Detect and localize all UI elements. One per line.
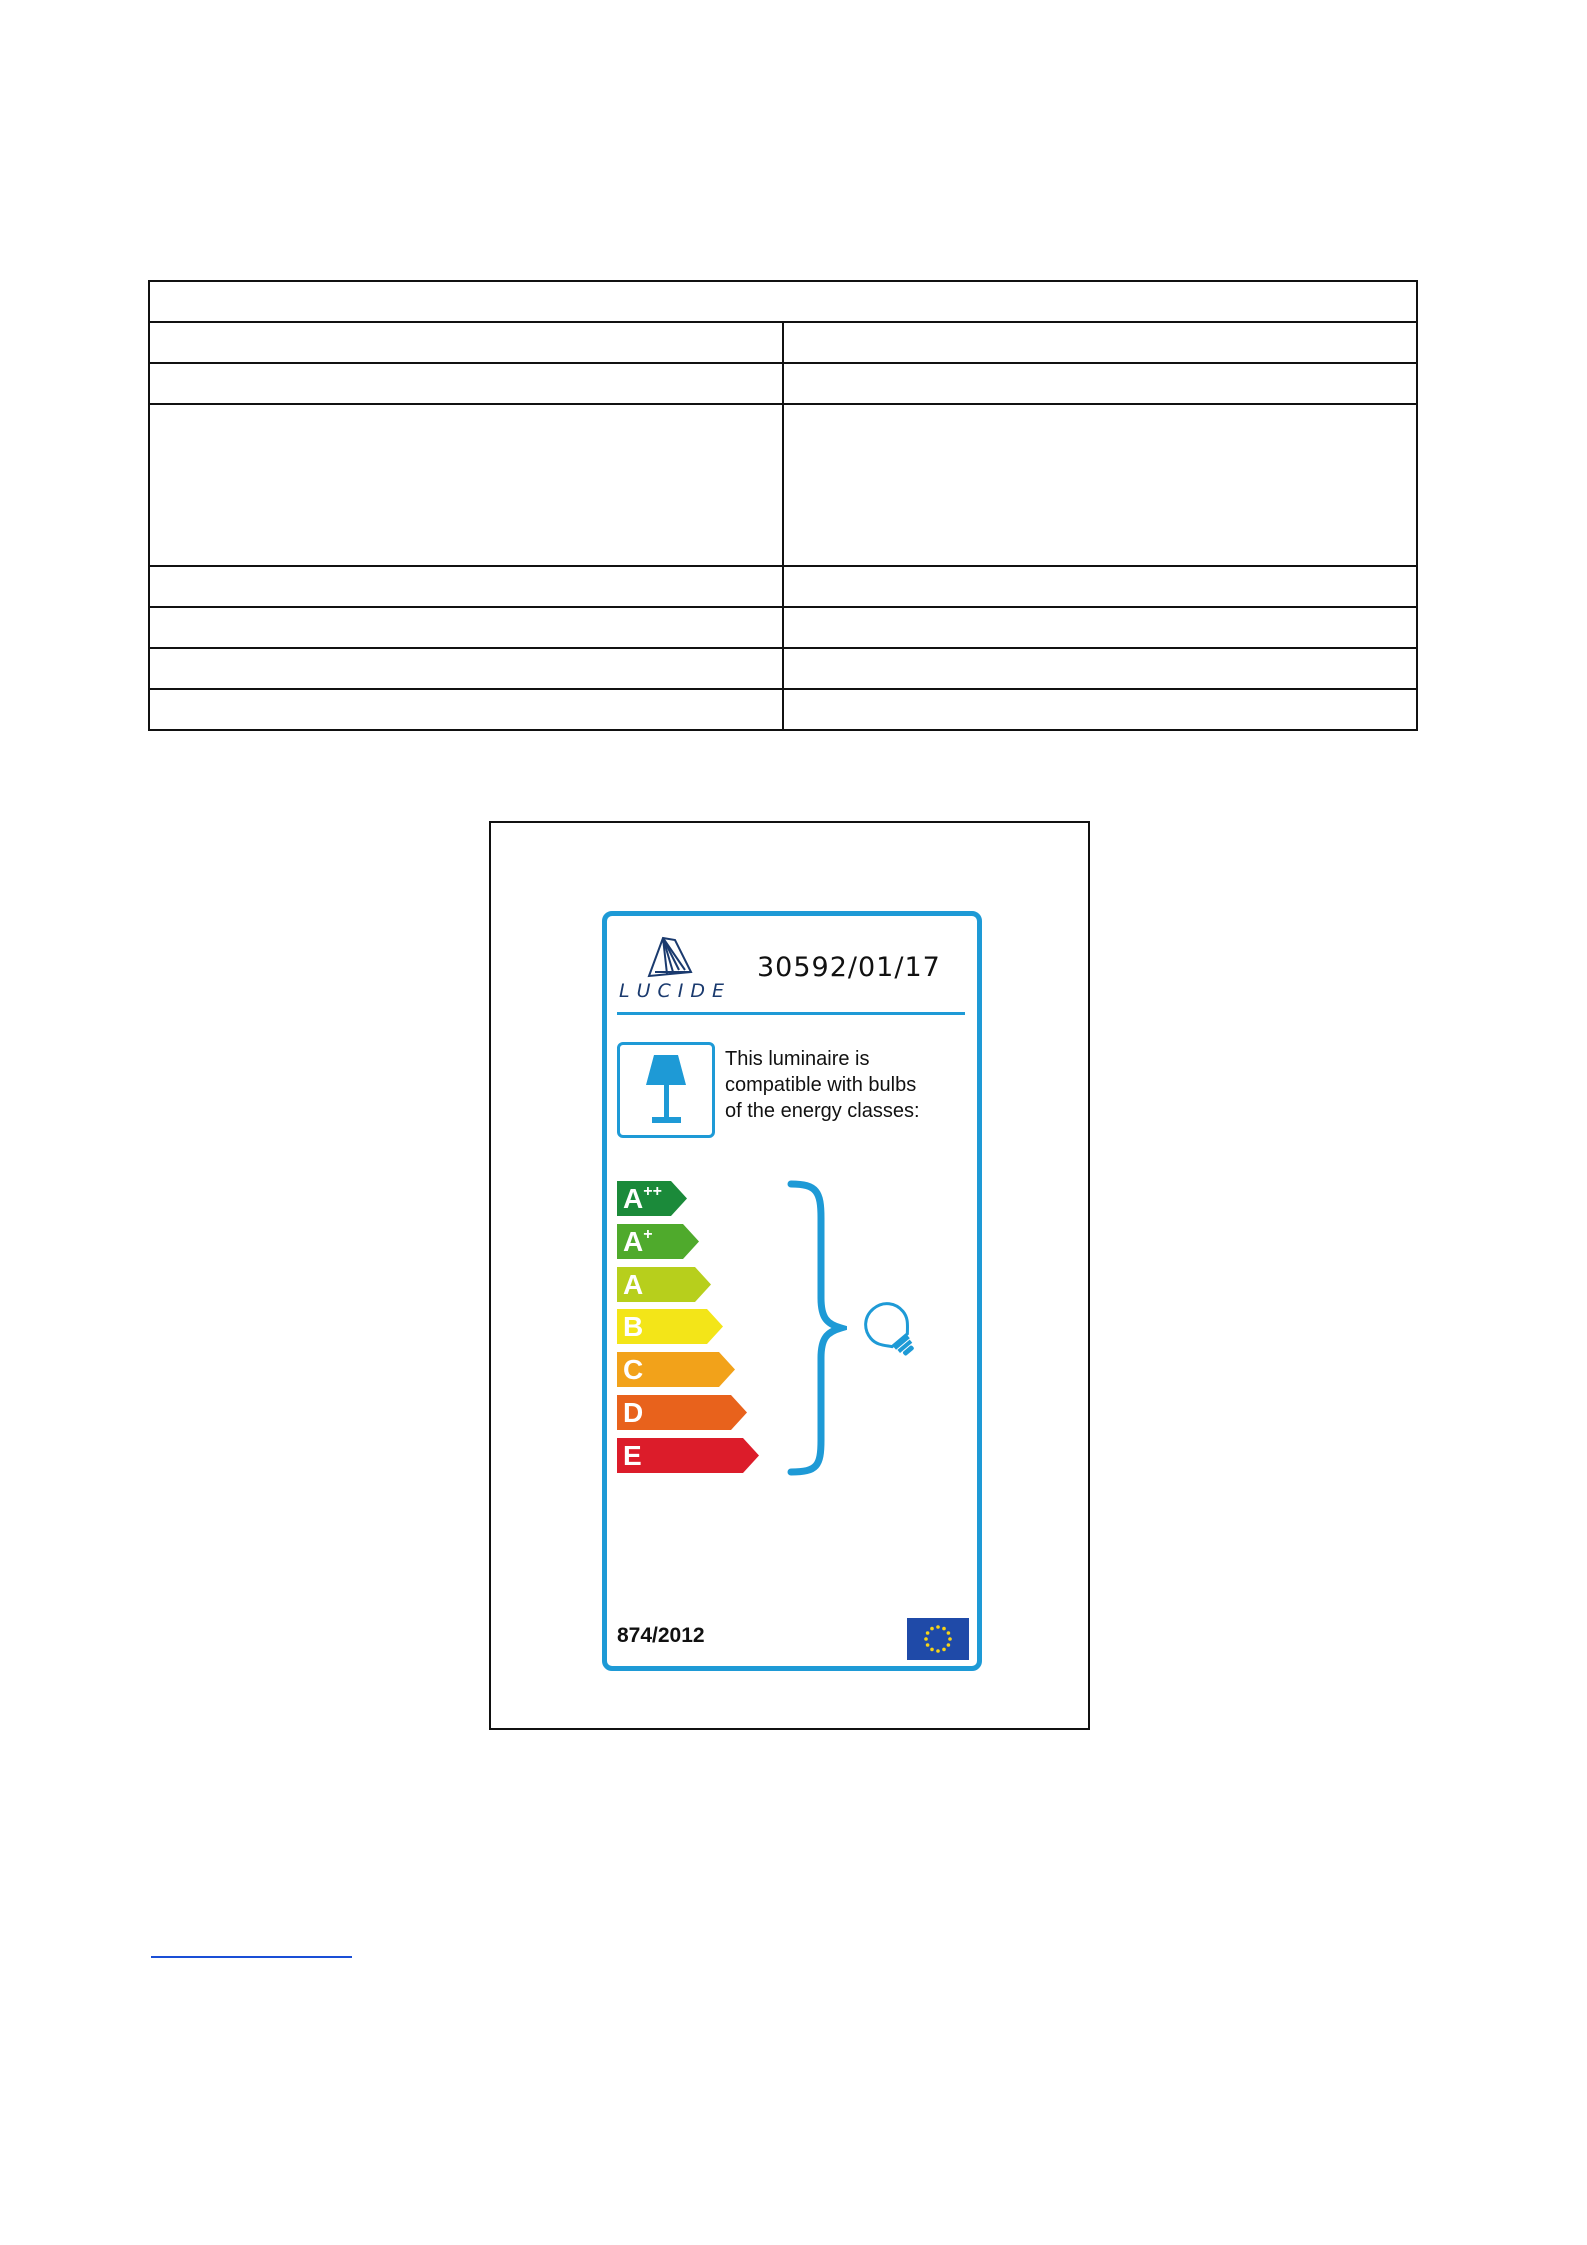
energy-class-label: C [623, 1354, 644, 1386]
compatibility-line: compatible with bulbs [725, 1074, 917, 1096]
table-cell [783, 648, 1417, 689]
table-cell [783, 404, 1417, 566]
brand-name: LUCIDE [619, 980, 731, 1002]
table-cell [149, 404, 783, 566]
table-cell [149, 281, 1417, 322]
table-cell [783, 363, 1417, 404]
table-cell [783, 566, 1417, 607]
table-lamp-icon [620, 1045, 712, 1135]
table-cell [783, 322, 1417, 363]
table-cell [149, 607, 783, 648]
luminaire-icon-box [617, 1042, 715, 1138]
energy-class-label: A+ [623, 1225, 653, 1257]
energy-class-label: A [623, 1268, 644, 1300]
model-number: 30592/01/17 [757, 952, 941, 983]
energy-label-frame [489, 821, 1090, 1730]
energy-class-bar [617, 1267, 777, 1302]
table-row [149, 322, 1417, 363]
table-cell [149, 363, 783, 404]
energy-class-label: A++ [623, 1183, 662, 1214]
energy-class-bar [617, 1181, 777, 1216]
compatibility-line: This luminaire is [725, 1048, 870, 1070]
brand-logo [619, 932, 731, 1002]
energy-class-bar [617, 1438, 777, 1473]
regulation-number: 874/2012 [617, 1624, 705, 1647]
energy-class-bar [617, 1395, 777, 1430]
table-row [149, 607, 1417, 648]
curly-brace-icon [787, 1178, 847, 1478]
table-cell [149, 648, 783, 689]
table-header-row [149, 281, 1417, 322]
table-row [149, 363, 1417, 404]
table-row [149, 689, 1417, 730]
energy-class-bar [617, 1224, 777, 1259]
table-cell [149, 322, 783, 363]
eu-flag [907, 1618, 969, 1660]
compatibility-text [725, 1046, 965, 1124]
compatibility-line: of the energy classes: [725, 1100, 920, 1122]
header-divider [617, 1012, 965, 1015]
energy-class-scale [617, 1181, 777, 1481]
table-cell [783, 607, 1417, 648]
energy-class-bar [617, 1352, 777, 1387]
spec-table [148, 280, 1418, 731]
brand-logo-icon [619, 932, 723, 980]
energy-class-label: B [623, 1311, 644, 1343]
light-bulb-icon [857, 1296, 927, 1366]
eu-flag-icon [907, 1618, 969, 1660]
table-cell [783, 689, 1417, 730]
table-cell [149, 689, 783, 730]
table-row [149, 404, 1417, 566]
table-row [149, 566, 1417, 607]
table-row [149, 648, 1417, 689]
energy-class-label: D [623, 1396, 644, 1428]
energy-class-label: E [623, 1439, 642, 1471]
energy-label-card [602, 911, 982, 1671]
table-cell [149, 566, 783, 607]
energy-class-bar [617, 1309, 777, 1344]
hyperlink-underline[interactable] [151, 1956, 352, 1958]
